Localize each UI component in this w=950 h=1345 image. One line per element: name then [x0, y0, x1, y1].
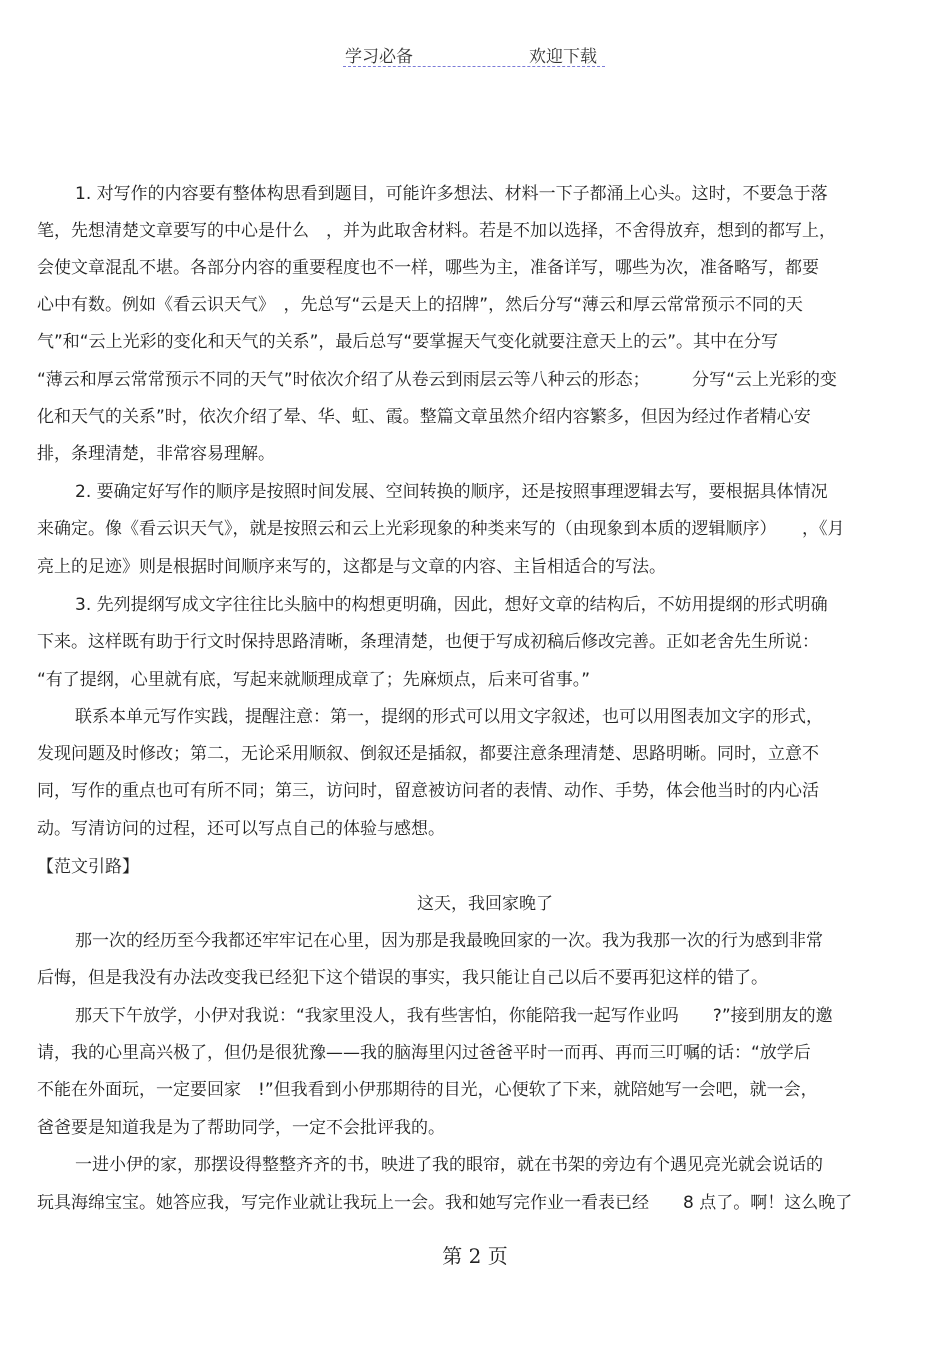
header-right-text: 欢迎下载 [529, 47, 597, 67]
page-header [343, 40, 605, 67]
body-line: 同，写作的重点也可有所不同；第三，访问时，留意被访问者的表情、动作、手势，体会他当时的内心活 [37, 781, 819, 801]
body-line: 心中有数。例如《看云识天气》 ，先总写“云是天上的招牌”，然后分写“薄云和厚云常常预示不同的天 [37, 295, 803, 315]
essay-title: 这天，我回家晚了 [417, 894, 553, 914]
body-line: 化和天气的关系”时，依次介绍了晕、华、虹、霞。整篇文章虽然介绍内容繁多，但因为经过作者精心安 [37, 407, 811, 427]
body-line: 发现问题及时修改；第二，无论采用顺叙、倒叙还是插叙，都要注意条理清楚、思路明晰。同时，立意不 [37, 744, 819, 764]
body-line: 亮上的足迹》则是根据时间顺序来写的，这都是与文章的内容、主旨相适合的写法。 [37, 557, 666, 577]
body-line: 1. 对写作的内容要有整体构思看到题目，可能许多想法、材料一下子都涌上心头。这时，不要急于落 [75, 184, 828, 204]
body-line: 一进小伊的家，那摆设得整整齐齐的书，映进了我的眼帘，就在书架的旁边有个遇见亮光就会说话的 [75, 1155, 823, 1175]
body-line: 气”和“云上光彩的变化和天气的关系”，最后总写“要掌握天气变化就要注意天上的云”。其中在分写 [37, 332, 779, 352]
body-line: 玩具海绵宝宝。她答应我，写完作业就让我玩上一会。我和她写完作业一看表已经 8 点了。啊！这么晚了 [37, 1193, 853, 1213]
body-line: 来确定。像《看云识天气》，就是按照云和云上光彩现象的种类来写的（由现象到本质的逻辑顺序） ，《月 [37, 519, 845, 539]
body-line: 动。写清访问的过程，还可以写点自己的体验与感想。 [37, 819, 445, 839]
body-line: “有了提纲，心里就有底，写起来就顺理成章了；先麻烦点，后来可省事。” [37, 670, 591, 690]
body-line: 3. 先列提纲写成文字往往比头脑中的构想更明确，因此，想好文章的结构后，不妨用提纲的形式明确 [75, 595, 828, 615]
body-line: 后悔，但是我没有办法改变我已经犯下这个错误的事实，我只能让自己以后不要再犯这样的错了。 [37, 968, 768, 988]
header-left-text: 学习必备 [345, 47, 413, 67]
body-line: 那一次的经历至今我都还牢牢记在心里，因为那是我最晚回家的一次。我为我那一次的行为感到非常 [75, 931, 823, 951]
body-line: 爸爸要是知道我是为了帮助同学，一定不会批评我的。 [37, 1118, 445, 1138]
body-line: 联系本单元写作实践，提醒注意：第一，提纲的形式可以用文字叙述，也可以用图表加文字的形式， [75, 707, 823, 727]
body-line: 请，我的心里高兴极了，但仍是很犹豫——我的脑海里闪过爸爸平时一而再、再而三叮嘱的话：“放学后 [37, 1043, 811, 1063]
page-number: 第 2 页 [442, 1244, 508, 1268]
body-line: 不能在外面玩，一定要回家 !”但我看到小伊那期待的目光，心便软了下来，就陪她写一会吧，就一会， [37, 1080, 818, 1100]
body-line: 那天下午放学，小伊对我说：“我家里没人，我有些害怕，你能陪我一起写作业吗 ?”接到朋友的邀 [75, 1006, 833, 1026]
body-line: 笔，先想清楚文章要写的中心是什么 ，并为此取舍材料。若是不加以选择，不舍得放弃，想到的都写上， [37, 221, 836, 241]
body-line: 下来。这样既有助于行文时保持思路清晰，条理清楚，也便于写成初稿后修改完善。正如老舍先生所说： [37, 632, 819, 652]
body-line: 2. 要确定好写作的顺序是按照时间发展、空间转换的顺序，还是按照事理逻辑去写，要根据具体情况 [75, 482, 828, 502]
section-heading: 【范文引路】 [37, 857, 139, 877]
body-line: 排，条理清楚，非常容易理解。 [37, 444, 275, 464]
body-line: “薄云和厚云常常预示不同的天气”时依次介绍了从卷云到雨层云等八种云的形态； 分写“云上光彩的变 [37, 370, 837, 390]
body-line: 会使文章混乱不堪。各部分内容的重要程度也不一样，哪些为主，准备详写，哪些为次，准备略写，都要 [37, 258, 819, 278]
